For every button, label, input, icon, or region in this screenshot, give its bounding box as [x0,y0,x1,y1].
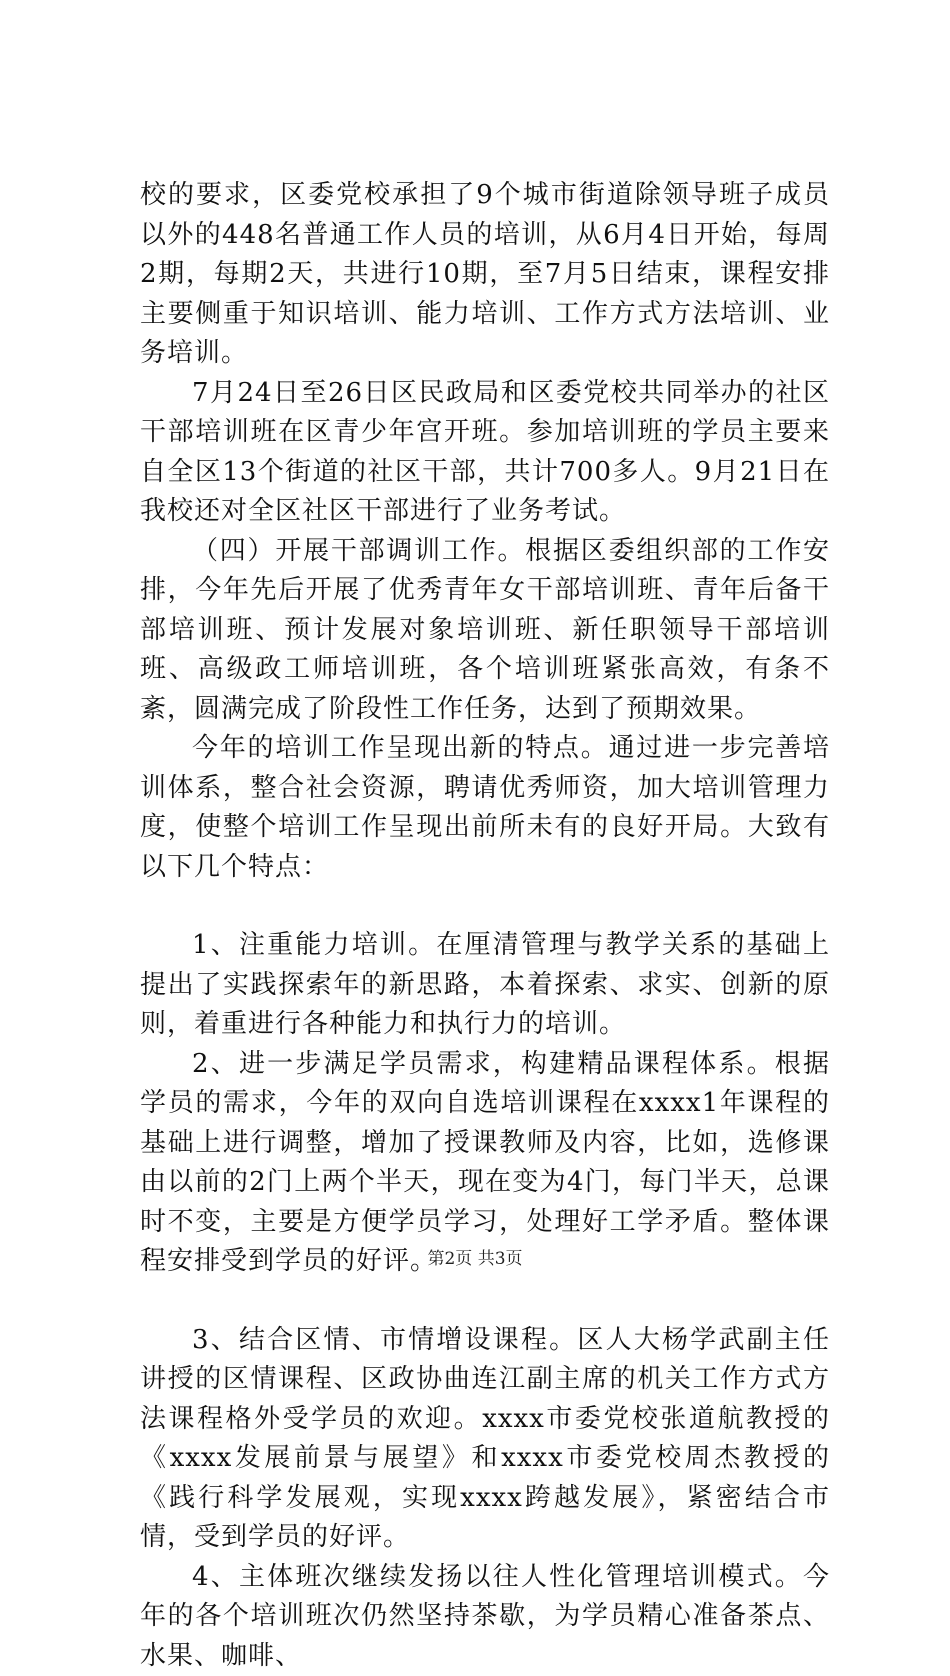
paragraph-feature-1: 1、注重能力培训。在厘清管理与教学关系的基础上提出了实践探索年的新思路，本着探索、求实、创新的原则，着重进行各种能力和执行力的培训。 [140,926,830,1045]
paragraph-feature-2: 2、进一步满足学员需求，构建精品课程体系。根据学员的需求，今年的双向自选培训课程在xxxx1年课程的基础上进行调整，增加了授课教师及内容，比如，选修课由以前的2门上两个半天，现在变为4门，每门半天，总课时不变，主要是方便学员学习，处理好工学矛盾。整体课程安排受到学员的好评。 [140,1045,830,1282]
paragraph-cadre-rotation-training: （四）开展干部调训工作。根据区委组织部的工作安排，今年先后开展了优秀青年女干部培训班、青年后备干部培训班、预计发展对象培训班、新任职领导干部培训班、高级政工师培训班，各个培训班紧张高效，有条不紊，圆满完成了阶段性工作任务，达到了预期效果。 [140,532,830,730]
page-number-footer: 第2页 共3页 [0,1244,950,1269]
paragraph-community-cadre-training: 7月24日至26日区民政局和区委党校共同举办的社区干部培训班在区青少年宫开班。参加培训班的学员主要来自全区13个街道的社区干部，共计700多人。9月21日在我校还对全区社区干部进行了业务考试。 [140,374,830,532]
document-body [140,176,830,1676]
paragraph-new-features-intro: 今年的培训工作呈现出新的特点。通过进一步完善培训体系，整合社会资源，聘请优秀师资，加大培训管理力度，使整个培训工作呈现出前所未有的良好开局。大致有以下几个特点： [140,729,830,887]
paragraph-feature-3: 3、结合区情、市情增设课程。区人大杨学武副主任讲授的区情课程、区政协曲连江副主席的机关工作方式方法课程格外受学员的欢迎。xxxx市委党校张道航教授的《xxxx发展前景与展望》和xxxx市委党校周杰教授的《践行科学发展观，实现xxxx跨越发展》，紧密结合市情，受到学员的好评。 [140,1321,830,1558]
paragraph-feature-4: 4、主体班次继续发扬以往人性化管理培训模式。今年的各个培训班次仍然坚持茶歇，为学员精心准备茶点、水果、咖啡、 [140,1558,830,1676]
paragraph-continuation: 校的要求，区委党校承担了9个城市街道除领导班子成员以外的448名普通工作人员的培训，从6月4日开始，每周2期，每期2天，共进行10期，至7月5日结束，课程安排主要侧重于知识培训、能力培训、工作方式方法培训、业务培训。 [140,176,830,374]
